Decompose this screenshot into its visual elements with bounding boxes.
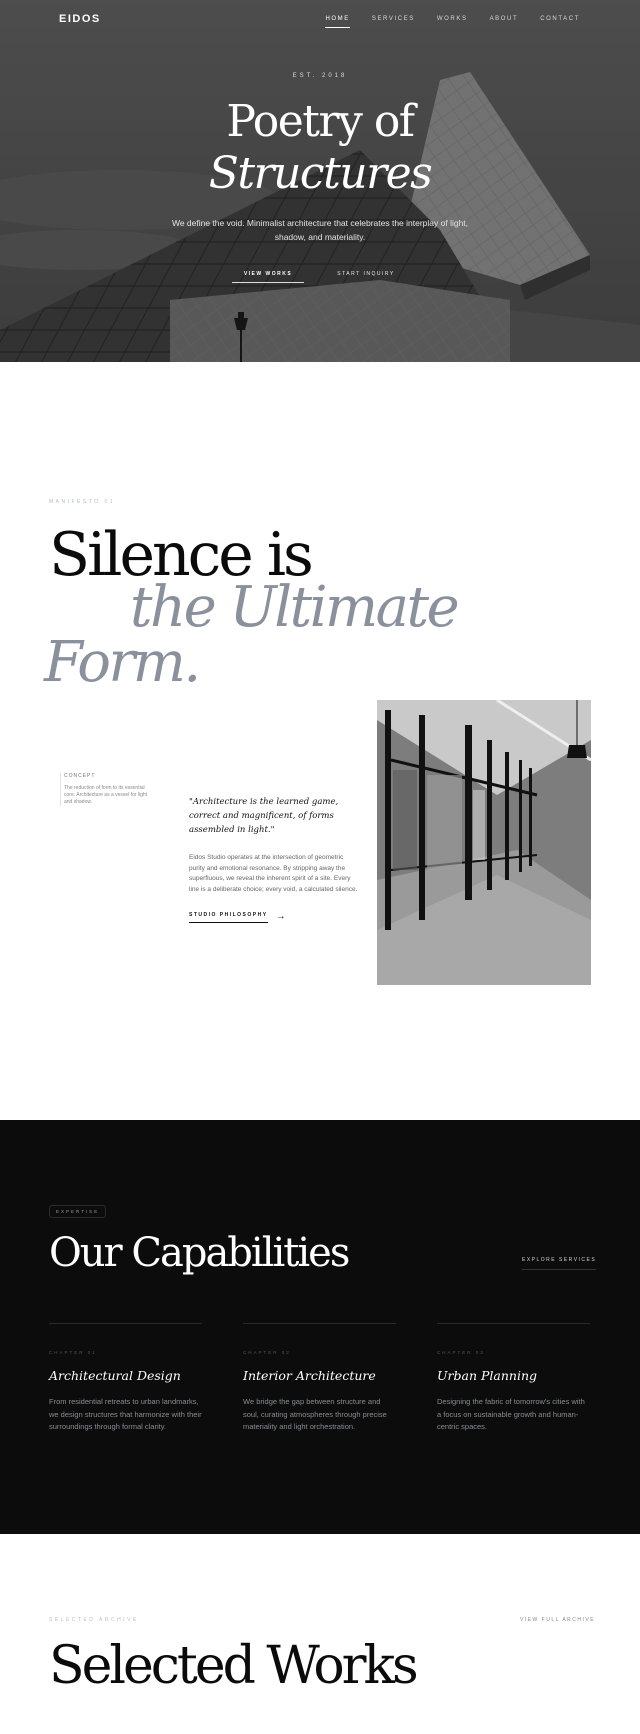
capability-card	[243, 1323, 396, 1434]
hero-subtitle: We define the void. Minimalist architecture that celebrates the interplay of light, shadow, and materiality.	[171, 218, 469, 242]
hero-section	[0, 0, 640, 362]
capability-chapter: CHAPTER 01	[49, 1350, 97, 1355]
works-eyebrow: SELECTED ARCHIVE	[49, 1617, 139, 1623]
manifesto-headline-line2: the Ultimate	[130, 575, 458, 640]
concept-body: The reduction of form to its essential core. Architecture as a vessel for light and shadow.	[64, 785, 148, 805]
concept-note	[60, 773, 150, 806]
works-title: Selected Works	[49, 1636, 416, 1696]
nav-works[interactable]: WORKS	[436, 16, 468, 22]
capability-body: We bridge the gap between structure and soul, curating atmospheres through precise materiality and light orchestration.	[243, 1397, 387, 1431]
capability-title[interactable]: Interior Architecture	[243, 1368, 376, 1383]
start-inquiry-button[interactable]: START INQUIRY	[337, 271, 395, 277]
view-full-archive-link[interactable]: VIEW FULL ARCHIVE	[520, 1617, 596, 1623]
manifesto-headline-line1: Silence is	[49, 520, 311, 590]
main-nav	[325, 16, 580, 28]
capability-chapter: CHAPTER 02	[243, 1350, 291, 1355]
nav-about[interactable]: ABOUT	[489, 16, 519, 22]
manifesto-eyebrow: MANIFESTO 01	[49, 499, 116, 505]
hero-title-line2: Structures	[208, 148, 432, 199]
manifesto-body: Eidos Studio operates at the intersection of geometric purity and emotional resonance. By stripping away the superfluous, we reveal the inherent spirit of a site. Every line is a deliberate choice; every void, a calculated silence.	[189, 854, 358, 893]
concept-title: CONCEPT	[64, 773, 96, 779]
capability-card	[49, 1323, 202, 1434]
expertise-badge: EXPERTISE	[49, 1205, 106, 1218]
capability-chapter: CHAPTER 03	[437, 1350, 485, 1355]
manifesto-quote: "Architecture is the learned game, correct and magnificent, of forms assembled in light."	[189, 797, 339, 835]
studio-philosophy-link[interactable]	[189, 912, 286, 923]
brand-logo[interactable]: EIDOS	[59, 13, 101, 25]
hero-est-label: EST. 2018	[292, 73, 348, 79]
capability-title[interactable]: Architectural Design	[49, 1368, 181, 1383]
hero-title-line1: Poetry of	[226, 96, 414, 147]
studio-philosophy-label: STUDIO PHILOSOPHY	[189, 912, 268, 923]
arrow-right-icon: →	[275, 911, 286, 922]
nav-services[interactable]: SERVICES	[371, 16, 415, 22]
interior-corridor-image	[377, 700, 591, 985]
nav-contact[interactable]: CONTACT	[540, 16, 580, 22]
capability-title[interactable]: Urban Planning	[437, 1368, 537, 1383]
capabilities-title: Our Capabilities	[49, 1230, 349, 1276]
capability-card	[437, 1323, 590, 1434]
capabilities-section	[0, 1120, 640, 1534]
nav-home[interactable]: HOME	[325, 16, 349, 28]
capability-body: From residential retreats to urban landmarks, we design structures that harmonize with their surroundings through formal clarity.	[49, 1397, 202, 1431]
explore-services-link[interactable]: EXPLORE SERVICES	[522, 1257, 596, 1270]
capability-body: Designing the fabric of tomorrow's cities with a focus on sustainable growth and human-centric spaces.	[437, 1397, 585, 1431]
view-works-button[interactable]: VIEW WORKS	[232, 271, 304, 283]
manifesto-headline-line3: Form.	[44, 630, 199, 695]
